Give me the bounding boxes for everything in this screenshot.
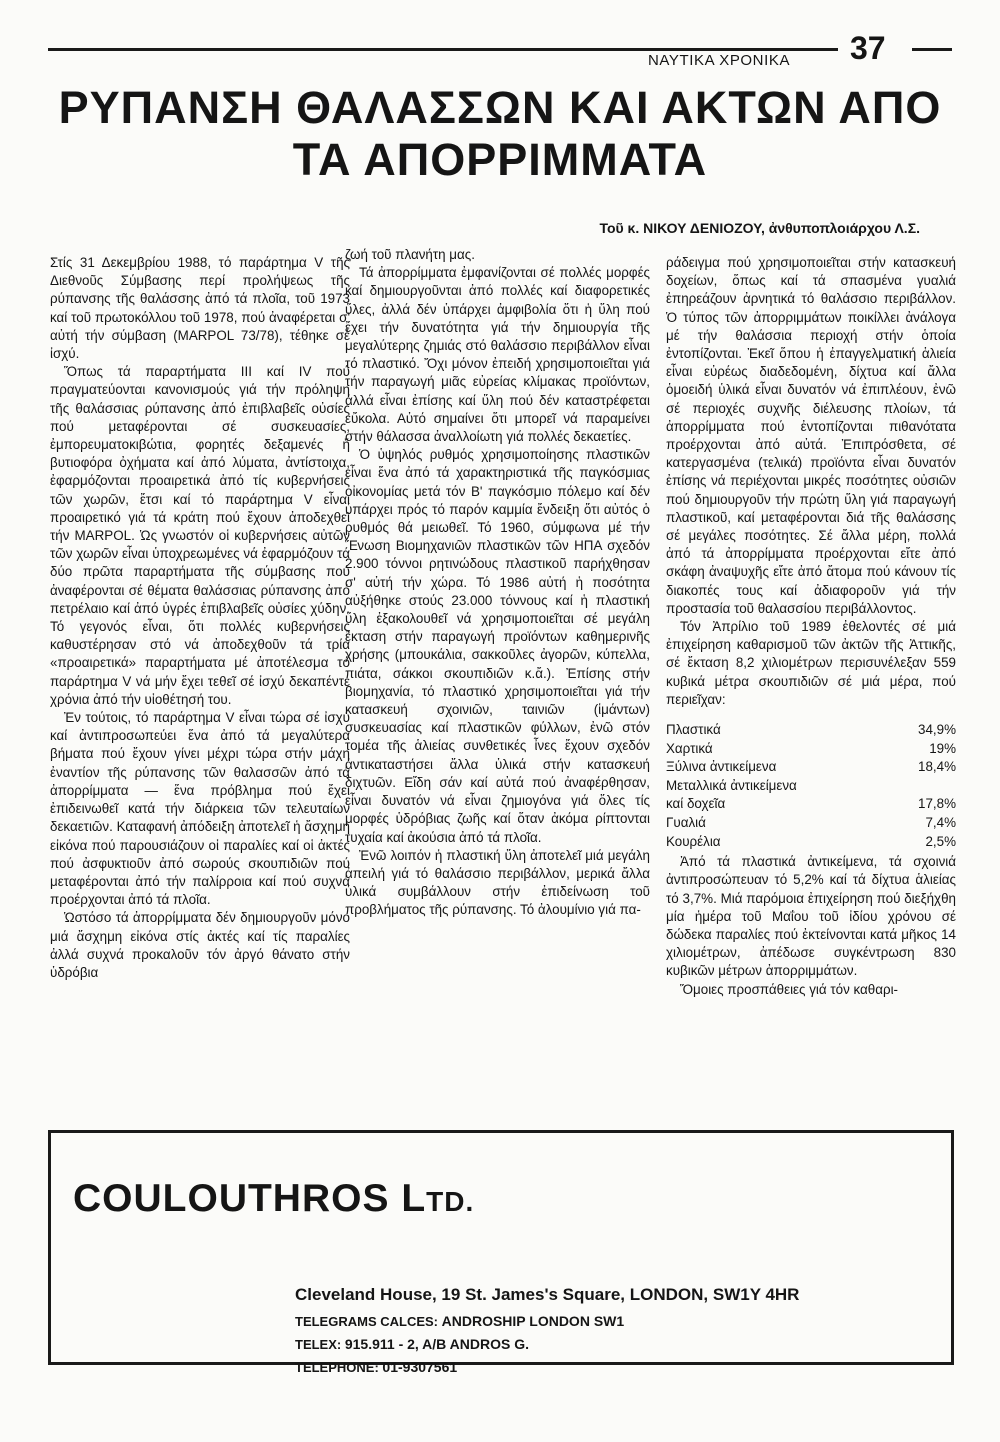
article-title [40,82,960,186]
table-row [666,814,956,833]
table-row [666,758,956,777]
advertisement-box [48,1130,954,1375]
table-row [666,740,956,759]
telex-label: TELEX: [295,1337,342,1352]
brand-suffix: TD. [426,1186,475,1217]
byline: Τοῦ κ. ΝΙΚΟΥ ΔΕΝΙΟΖΟΥ, ἀνθυποπλοιάρχου Λ.Σ. [599,220,920,236]
ad-telex [295,1336,529,1352]
ad-telegrams [295,1313,624,1329]
telex-value: 915.911 - 2, A/B ANDROS G. [344,1336,529,1352]
ad-telephone [295,1359,457,1375]
paragraph: ζωή τοῦ πλανήτη μας. [345,247,475,262]
telegrams-label: TELEGRAMS CALCES: [295,1314,438,1329]
article-column-3 [666,254,956,999]
stat-value: 17,8% [918,796,956,812]
stat-value: 2,5% [925,833,956,849]
table-row [666,721,956,740]
paragraph: Ὡστόσο τά ἀπορρίμματα δέν δημιουργοῦν μόνο μιά ἄσχημη εἰκόνα στίς ἀκτές καί τίς παραλίες ἀλλά συχνά προκαλοῦν τόν ἀργό θάνατο στήν ὑδρόβια [50,910,350,980]
paragraph: Ὁ ὑψηλός ρυθμός χρησιμοποίησης πλαστικῶν εἶναι ἕνα ἀπό τά χαρακτηριστικά τῆς παγκόσμιας οἰκονομίας μετά τόν Β' παγκόσμιο πόλεμο καί δέν ὑπάρχει πρός τό παρόν καμμία ἔνδειξη ὅτι αὐτός ὁ ρυθμός θά μειωθεῖ. Τό 1960, σύμφωνα μέ τήν Ἕνωση Βιομηχανιῶν πλαστικῶν τῶν ΗΠΑ σχεδόν 2.900 τόννοι ρητινώδους πλαστικοῦ παρήχθησαν σ' αὐτή τήν χώρα. Τό 1986 αὐτή ἡ ποσότητα αὐξήθηκε στούς 23.000 τόννους καί ἡ πλαστική ὕλη ἐξακολουθεῖ νά χρησιμοποιεῖται σέ μεγάλη ἔκταση στήν παραγωγή προϊόντων καθημερινῆς χρήσης (μπουκάλια, σακκοῦλες ἀγορῶν, κύπελλα, πιάτα, σάκκοι σκουπιδιῶν κ.ἄ.). Ἐπίσης στήν βιομηχανία, τό πλαστικό χρησιμοποιεῖται γιά τήν κατασκευή σχοινιῶν, ταινιῶν (ἱμάντων) συσκευασίας καί πλαστικῶν φύλλων, ἐνῶ στόν τομέα τῆς ἁλιείας συνθετικές ἶνες ἔχουν σχεδόν ἀντικαταστήσει ἄλλα ὑλικά στήν κατασκευή διχτυῶν. Εἴδη σάν καί αὐτά πού ἀναφέρθησαν, εἶναι δυνατόν νά εἶναι ζημιογόνα γιά ὅλες τίς μορφές ὑδρόβιας ζωῆς καί ὅταν ἀκόμα ρίπτονται τυχαία καί ἀκούσια ἀπό τά πλοῖα. [345,447,650,845]
paragraph: ράδειγμα πού χρησιμοποιεῖται στήν κατασκευή δοχείων, ὅπως καί τά σπασμένα γυαλιά ἐπηρεάζουν ἀρνητικά τό θαλάσσιο περιβάλλον. Ὁ τύπος τῶν ἀπορριμμάτων ποικίλλει ἀνάλογα μέ τήν θαλάσσια περιοχή στήν ὁποία ἐντοπίζονται. Ἐκεῖ ὅπου ἡ ἐπαγγελματική ἁλιεία εἶναι εὐρέως διαδεδομένη, δίχτυα καί ἄλλα ὁμοειδή ὑλικά εἶναι δυνατόν νά ἐπιπλέουν, ἐνῶ σέ περιοχές συχνῆς διέλευσης πλοίων, τά ἀπορρίμματα πού ἐντοπίζονται πιθανότατα προέρχονται ἀπό αὐτά. Ἐπιπρόσθετα, σέ κατεργασμένα (τελικά) προϊόντα εἶναι δυνατόν ἐπίσης νά περιέχονται μικρές ποσότητες οὐσιῶν πού δημιουργοῦν τήν πρώτη ὕλη γιά παραγωγή πλαστικοῦ, καί μεταφέρονται διά τῆς θαλάσσης σέ μεγάλες ποσότητες. Σέ ἄλλα μέρη, πολλά ἀπό τά ἀπορρίμματα προέρχονται εἴτε ἀπό σκάφη ἀναψυχῆς εἴτε ἀπό ἄτομα πού κάνουν τίς διακοπές τους καί ἀδιαφοροῦν γιά τήν προστασία τοῦ θαλασσίου περιβάλλοντος. [666,255,956,616]
magazine-name: ΝΑΥΤΙΚΑ ΧΡΟΝΙΚΑ [648,52,791,69]
telephone-label: TELEPHONE: [295,1360,379,1375]
paragraph: Ἐν τούτοις, τό παράρτημα V εἶναι τώρα σέ ἰσχύ καί ἀντιπροσωπεύει ἕνα ἀπό τά μεγαλύτερα βήματα πού ἔχουν γίνει μέχρι τώρα στήν μάχη ἐναντίον τῆς ρύπανσης τῶν θαλασσῶν ἀπό τά ἀπορρίμματα — ἕνα πρόβλημα πού ἔχει ἐπιδεινωθεῖ κατά τήν διάρκεια τῶν τελευταίων δεκαετιῶν. Καταφανή ἀπόδειξη ἀποτελεῖ ἡ ἄσχημη εἰκόνα πού παρουσιάζουν οἱ παραλίες καί οἱ ἀκτές πού ἀσφυκτιοῦν ἀπό σωρούς σκουπιδιῶν πού μεταφέρονται ἀπό τήν παλίρροια καί πού συχνά προέρχονται ἀπό τά πλοῖα. [50,710,350,908]
table-row [666,833,956,852]
table-row [666,795,956,814]
stat-label: Χαρτικά [666,740,713,756]
article-column-1 [50,254,350,982]
stat-value: 34,9% [918,722,956,738]
stat-label: Κουρέλια [666,833,721,849]
paragraph: Ὅπως τά παραρτήματα III καί IV πού πραγματεύονται κανονισμούς γιά τήν πρόληψη τῆς θαλάσσιας ρύπανσης ἀπό ἐπιβλαβεῖς οὐσίες πού μεταφέρονται σέ συσκευασίες, ἐμπορευματοκιβώτια, φορητές δεξαμενές ἤ βυτιοφόρα ὀχήματα καί ἀπό λύματα, ἀντίστοιχα, ἐφαρμόζονται προαιρετικά ἀπό τίς κυβερνήσεις τῶν χωρῶν, ἔτσι καί τό παράρτημα V εἶναι προαιρετικό γιά τά κράτη πού ἔχουν ἀποδεχθεῖ τήν MARPOL. Ὡς γνωστόν οἱ κυβερνήσεις αὐτῶν τῶν χωρῶν εἶναι ὑποχρεωμένες νά ἐφαρμόζουν τά δύο πρῶτα παραρτήματα τῆς σύμβασης πού ἀναφέρονται σέ θέματα θαλάσσιας ρύπανσης ἀπό πετρέλαιο καί ἀπό ὑγρές ἐπιβλαβεῖς οὐσίες χύδην. Τό γεγονός εἶναι, ὅτι πολλές κυβερνήσεις καθυστέρησαν στό νά ἀποδεχθοῦν τά τρία «προαιρετικά» παραρτήματα μέ ἀποτέλεσμα τό παράρτημα V νά μήν ἔχει τεθεῖ σέ ἰσχύ δεκαπέντε χρόνια ἀπό τήν υἱοθέτησή του. [50,364,350,707]
table-row [666,777,956,796]
telegrams-value: ANDROSHIP LONDON SW1 [441,1313,625,1329]
telephone-value: 01-9307561 [382,1359,458,1375]
stat-label: Πλαστικά [666,722,721,738]
stat-label: καί δοχεῖα [666,796,726,812]
header-rule-left [48,48,838,51]
stat-label: Γυαλιά [666,815,706,831]
header-rule-right [912,48,952,51]
page-number: 37 [850,30,886,66]
stat-value: 19% [929,740,956,756]
paragraph: Ὅμοιες προσπάθειες γιά τόν καθαρι- [680,981,899,997]
paragraph: Ἀπό τά πλαστικά ἀντικείμενα, τά σχοινιά ἀντιπροσώπευαν τό 5,2% καί τά δίχτυα ἁλιείας τό 3,7%. Μιά παρόμοια ἐπιχείρηση πού διεξήχθη μία ἡμέρα τοῦ Μαΐου τοῦ ἰδίου χρόνου σέ δώδεκα παραλίες πού ἐκτείνονται κατά μῆκος 14 χιλιομέτρων, ἀπέδωσε συγκέντρωση 830 κυβικῶν μέτρων ἀπορριμμάτων. [666,854,956,979]
stat-label: Μεταλλικά ἀντικείμενα [666,777,797,793]
stat-value: 7,4% [925,815,956,831]
brand-name: COULOUTHROS L [73,1177,427,1220]
paragraph: Τά ἀπορρίμματα ἐμφανίζονται σέ πολλές μορφές καί δημιουργοῦνται ἀπό πολλές καί διαφορετικές ὕλες, ἀλλά δέν ὑπάρχει ἀμφιβολία ὅτι ἡ ὕλη πού ἔχει τήν δυνατότητα γιά τήν δημιουργία τῆς μεγαλύτερης ζημιάς στό θαλάσσιο περιβάλλον εἶναι τό πλαστικό. Ὄχι μόνον ἐπειδή χρησιμοποιεῖται γιά τήν παραγωγή μιᾶς εὐρείας κλίμακας προϊόντων, ἀλλά εἶναι ἐπίσης καί ὕλη πού δέν καταστρέφεται εὔκολα. Αὐτό σημαίνει ὅτι μπορεῖ νά παραμείνει στήν θάλασσα ἀναλλοίωτη γιά πολλές δεκαετίες. [345,265,650,445]
paragraph: Ἐνῶ λοιπόν ἡ πλαστική ὕλη ἀποτελεῖ μιά μεγάλη ἀπειλή γιά τό θαλάσσιο περιβάλλον, μερικά ἄλλα ὑλικά συμβάλλουν στήν ἐπιδείνωση τοῦ προβλήματος τῆς ρύπανσης. Τό ἀλουμίνιο γιά πα- [345,847,650,918]
paragraph: Τόν Ἀπρίλιο τοῦ 1989 ἐθελοντές σέ μιά ἐπιχείρηση καθαρισμοῦ τῶν ἀκτῶν τῆς Ἀττικῆς, σέ ἔκταση 8,2 χιλιομέτρων περισυνέλεξαν 559 κυβικά μέτρα σκουπιδιῶν σέ μιά μέρα, πού περιεῖχαν: [666,619,956,707]
waste-composition-table [666,721,956,851]
paragraph: Στίς 31 Δεκεμβρίου 1988, τό παράρτημα V τῆς Διεθνοῦς Σύμβασης περί προλήψεως τῆς ρύπανσης τῆς θαλάσσης ἀπό τά πλοῖα, τοῦ 1973 καί τοῦ πρωτοκόλλου τοῦ 1978, πού ἀναφέρεται σ' αὐτή τήν σύμβαση (MARPOL 73/78), τέθηκε σέ ἰσχύ. [50,255,350,362]
stat-label: Ξύλινα ἀντικείμενα [666,759,777,775]
stat-value: 18,4% [918,759,956,775]
article-column-2 [345,246,650,920]
ad-brand [73,1177,474,1221]
ad-address: Cleveland House, 19 St. James's Square, LONDON, SW1Y 4HR [295,1285,800,1304]
title-line-1: ΡΥΠΑΝΣΗ ΘΑΛΑΣΣΩΝ ΚΑΙ ΑΚΤΩΝ ΑΠΟ [58,82,942,133]
title-line-2: ΤΑ ΑΠΟΡΡΙΜΜΑΤΑ [292,134,708,185]
